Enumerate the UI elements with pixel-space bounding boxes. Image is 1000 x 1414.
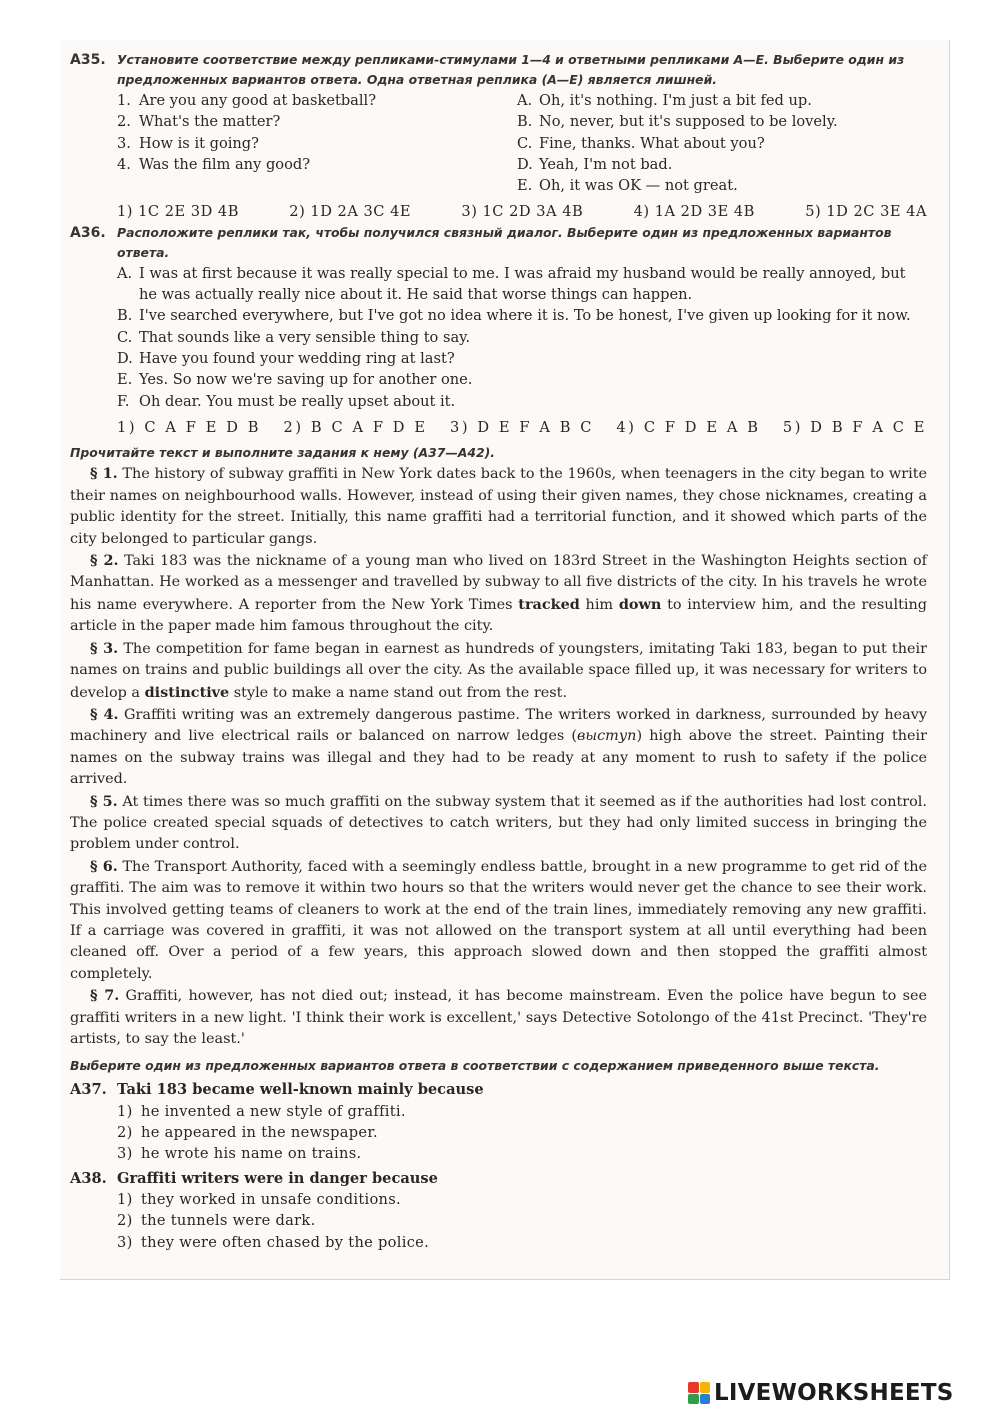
- highlighted-word: down: [618, 595, 662, 613]
- question-a36: [70, 223, 927, 438]
- list-item: D. Yeah, I'm not bad.: [517, 155, 673, 173]
- question-a38: [70, 1168, 927, 1253]
- list-item: 2. What's the matter?: [117, 113, 281, 131]
- list-item: C. Fine, thanks. What about you?: [517, 134, 765, 152]
- paragraph-3: § 3. The competition for fame began in earnest as hundreds of youngsters, imitating Taki 183, began to put their names on trains and public buildings all over the city. As the available space filled up, it was necessary for writers to develop a distinctive style to make a name stand out from the rest.: [70, 639, 927, 701]
- answer-option[interactable]: 4) 1A 2D 3E 4B: [633, 203, 755, 221]
- answer-option[interactable]: 2) he appeared in the newspaper.: [117, 1124, 378, 1142]
- answer-option[interactable]: 1) they worked in unsafe conditions.: [117, 1190, 401, 1208]
- question-number: A35.: [70, 52, 106, 68]
- question-instruction: Расположите реплики так, чтобы получился связный диалог. Выберите один из предложенных вариантов ответа.: [117, 224, 892, 260]
- list-item: 1. Are you any good at basketball?: [117, 92, 377, 109]
- answer-option[interactable]: 3) they were often chased by the police.: [117, 1233, 430, 1251]
- logo-grid-icon: [688, 1382, 710, 1404]
- answer-option[interactable]: 2) the tunnels were dark.: [117, 1212, 316, 1230]
- list-item: 4. Was the film any good?: [117, 155, 311, 173]
- list-item: D. Have you found your wedding ring at last?: [117, 349, 455, 367]
- answer-option[interactable]: 4) C F D E A B: [616, 418, 761, 436]
- list-item: E. Oh, it was OK — not great.: [517, 177, 738, 195]
- reading-title: Прочитайте текст и выполните задания к нему (А37—А42).: [70, 445, 495, 461]
- answer-option[interactable]: 1) C A F E D B: [117, 418, 262, 436]
- question-number: A36.: [70, 224, 106, 241]
- question-stem: Taki 183 became well-known mainly because: [117, 1081, 484, 1099]
- answer-option[interactable]: 5) 1D 2C 3E 4A: [805, 203, 927, 221]
- list-item: 3. How is it going?: [117, 134, 259, 152]
- list-item: A. I was at first because it was really special to me. I was afraid my husband would be really annoyed, but he was actually really nice about it. He said that worse things can happen.: [117, 264, 906, 304]
- list-item: B. No, never, but it's supposed to be lovely.: [517, 113, 838, 131]
- question-number: A38.: [70, 1169, 107, 1187]
- answer-options: [117, 201, 927, 222]
- paragraph-2: § 2. Taki 183 was the nickname of a young man who lived on 183rd Street in the Washington Heights section of Manhattan. He worked as a messenger and travelled by subway to all five districts of the city. In his travels he wrote his name everywhere. A reporter from the New York Times tracked him down to interview him, and the resulting article in the paper made him famous throughout the city.: [70, 552, 928, 635]
- list-item: E. Yes. So now we're saving up for another one.: [117, 371, 473, 389]
- answer-option[interactable]: 3) D E F A B C: [449, 418, 595, 436]
- question-a35: [70, 50, 927, 223]
- list-item: A. Oh, it's nothing. I'm just a bit fed up.: [517, 92, 812, 109]
- stimuli-list: [117, 90, 517, 196]
- answer-option[interactable]: 1) he invented a new style of graffiti.: [117, 1102, 406, 1120]
- responses-list: [517, 90, 927, 196]
- highlighted-word: tracked: [518, 595, 580, 613]
- question-stem: Graffiti writers were in danger because: [117, 1169, 438, 1187]
- paragraph-4: § 4. Graffiti writing was an extremely dangerous pastime. The writers worked in darkness, surrounded by heavy machinery and live electrical rails or balanced on narrow ledges (выступ) high above the street. Painting their names on the subway trains was illegal and they had to be ready at any moment to rush to safety if the police arrived.: [70, 705, 927, 788]
- liveworksheets-logo[interactable]: [688, 1378, 953, 1408]
- answer-option[interactable]: 5) D B F A C E: [782, 418, 927, 436]
- answer-options: [117, 417, 927, 438]
- highlighted-word: distinctive: [144, 683, 230, 701]
- question-number: A37.: [70, 1081, 107, 1099]
- section-instruction: Выберите один из предложенных вариантов ответа в соответствии с содержанием приведенного выше текста.: [70, 1058, 880, 1074]
- logo-text: LIVEWORKSHEETS: [714, 1380, 954, 1406]
- answer-option[interactable]: 1) 1C 2E 3D 4B: [117, 203, 239, 221]
- list-item: F. Oh dear. You must be really upset about it.: [117, 392, 456, 410]
- answer-option[interactable]: 3) he wrote his name on trains.: [117, 1145, 362, 1163]
- answer-option[interactable]: 2) B C A F D E: [283, 418, 428, 436]
- gloss: выступ: [577, 728, 637, 745]
- answer-option[interactable]: 2) 1D 2A 3C 4E: [289, 203, 412, 221]
- paragraph-1: § 1. The history of subway graffiti in New York dates back to the 1960s, when teenagers in the city began to write their names on neighbourhood walls. However, instead of using their given names, they chose nicknames, creating a public identity for the street. Initially, this name graffiti had a territorial function, and it showed which parts of the city belonged to particular gangs.: [70, 465, 928, 547]
- answer-option[interactable]: 3) 1C 2D 3A 4B: [461, 203, 584, 221]
- dialogue-lines: [117, 263, 927, 412]
- paragraph-5: § 5. At times there was so much graffiti on the subway system that it seemed as if the authorities had lost control. The police created special squads of detectives to catch writers, but they had only limited success in bringing the problem under control.: [70, 792, 927, 853]
- question-instruction: Установите соответствие между репликами-стимулами 1—4 и ответными репликами А—Е. Выберите один из предложенных вариантов ответа. Одна ответная реплика (А—Е) является лишней.: [117, 52, 905, 87]
- list-item: B. I've searched everywhere, but I've got no idea where it is. To be honest, I've given up looking for it now.: [117, 307, 911, 325]
- list-item: C. That sounds like a very sensible thing to say.: [117, 328, 471, 346]
- paragraph-7: § 7. Graffiti, however, has not died out; instead, it has become mainstream. Even the police have begun to see graffiti writers in a new light. 'I think their work is excellent,' says Detective Sotolongo of the 41st Precinct. 'They're artists, to say the least.': [70, 987, 928, 1048]
- question-a37: [70, 1079, 927, 1164]
- worksheet-page: [60, 40, 950, 1280]
- paragraph-6: § 6. The Transport Authority, faced with a seemingly endless battle, brought in a new programme to get rid of the graffiti. The aim was to remove it within two hours so that the writers would never get the chance to see their work. This involved getting teams of cleaners to work at the end of the train lines, immediately removing any new graffiti. If a carriage was covered in graffiti, it was not allowed on the transport system at all until everything had been cleaned off. Over a period of a few years, this approach slowed down and then stopped the graffiti almost completely.: [70, 857, 927, 982]
